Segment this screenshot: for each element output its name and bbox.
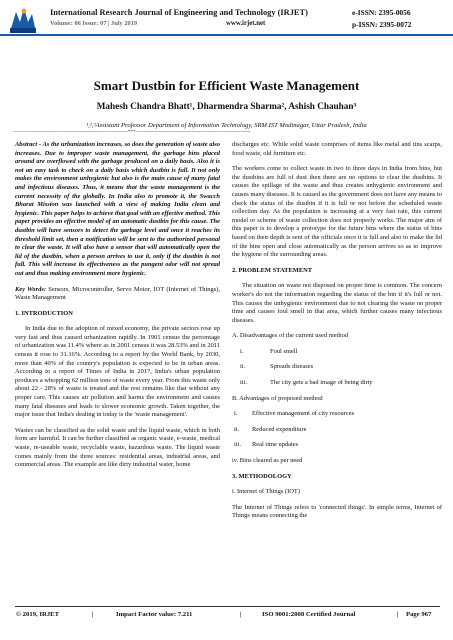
subsection-heading-iot: i. Internet of Things (IOT) <box>232 488 300 496</box>
paper-title: Smart Dustbin for Efficient Waste Management <box>93 78 360 93</box>
problem-paragraph: The situation on waste not disposed on proper time is common. The concern worker's do not the information regarding the status of the bin if it's full or not. This causes the unhygienic environment due to not clearing the waste on proper time and causes foul smell in that area, which further causes many infectious diseases. <box>232 282 442 324</box>
paper-authors: Mahesh Chandra Bhatt¹, Dharmendra Sharma², Ashish Chauhan³ <box>96 101 357 111</box>
list-a-heading: A. Disadvantages of the current used method <box>232 332 349 340</box>
footer-divider: | <box>397 611 399 618</box>
keywords-text: Sensors, Microcontroller, Servo Motor, IOT (Internet of Things), Waste Management <box>15 285 220 302</box>
list-b-heading: B. Advantages of proposed method <box>232 394 323 402</box>
footer-page-number: Page 967 <box>406 611 432 618</box>
list-item-number: i. <box>234 410 238 418</box>
section-heading-methodology: 3. METHODOLOGY <box>232 472 292 480</box>
right-column <box>232 141 442 528</box>
abstract: Abstract - As the urbanization increases, so does the generation of waste also increases. Due to improper waste management, the garbage bins placed around are overflowed with the garbage produced on a daily basis. Also it is not an easy task to check on a daily basis which dustbin is full. It not only makes the environment unhygienic but also is the main cause of many fatal and infectious diseases. Thus, it means that the waste management is the current necessity of the globally. In India also to promote it, the Swacch Bharat Mission was launched with a view of making India clean and hygienic. This paper helps to achieve that goal with an effective method. This paper provides an effective model of an automatic dustbin for this cause. The dustbin will have sensors to detect the garbage level and once it reaches its threshold limit set, then a notification will be sent to the authorized personal to clear the waste. It will also have a sensor that will automatically open the lid of the dustbin, when a person arrives to use it, only if the dustbin is not full. This will increase its effectiveness as the pungent odor will not spread out and thus making environment more hygienic. <box>15 141 220 277</box>
list-item <box>232 363 442 372</box>
journal-header <box>0 0 453 42</box>
title-separator: ---------------------------------------------------------------------***--------------------------------------------------------------------- <box>13 130 251 135</box>
footer-rule <box>15 606 440 607</box>
footer-impact-factor: Impact Factor value: 7.211 <box>116 611 193 618</box>
footer-divider: | <box>240 611 242 618</box>
list-item <box>232 379 442 388</box>
methodology-paragraph: The Internet of Things refers to 'connected things'. In simple terms, Internet of Things means connecting the <box>232 503 442 520</box>
eissn: e-ISSN: 2395-0056 <box>352 8 411 17</box>
list-item <box>232 410 442 419</box>
author-affiliation: ¹,²,³Assistant Professor Department of Information Technology, SRM IST Modinagar, Uttar Pradesh, India <box>86 122 367 129</box>
header-rule <box>0 34 453 36</box>
list-item <box>232 441 442 450</box>
list-item-number: ii. <box>234 425 240 433</box>
pissn: p-ISSN: 2395-0072 <box>352 20 412 29</box>
list-item-text: Effective management of city resources <box>252 410 355 418</box>
list-item-number: i. <box>240 347 244 355</box>
list-item-number: iii. <box>240 379 247 387</box>
list-item-number: iii. <box>234 441 241 449</box>
body-paragraph-1: discharges etc. While solid waste comprises of items like metal and tins scarps, food waste, old furniture etc. <box>232 141 442 157</box>
list-item-text: The city gets a bad image of being dirty <box>270 379 373 387</box>
footer-copyright: © 2019, IRJET <box>16 611 60 618</box>
footer-divider: | <box>92 611 94 618</box>
list-item-text: Foul smell <box>270 347 298 355</box>
section-heading-problem-statement: 2. PROBLEM STATEMENT <box>232 266 313 274</box>
intro-paragraph-2: Wastes can be classified as the solid waste and the liquid waste, which in both form are harmful. It can be further classified as organic waste, e-waste, medical waste, re-useable waste, recyclable waste, hazardous waste. The liquid waste comes mainly from the three sources: residential areas, industrial areas, and commercial areas. The example are like dirty industrial water, home <box>15 426 220 469</box>
list-b-item-iv: iv. Bins cleared as per need <box>232 457 303 465</box>
list-item <box>232 348 442 357</box>
list-item-number: ii. <box>240 363 246 371</box>
keywords <box>15 286 220 303</box>
list-item <box>232 426 442 435</box>
section-heading-introduction: 1. INTRODUCTION <box>15 309 73 317</box>
left-column <box>15 141 220 477</box>
irjet-logo-icon <box>8 6 38 34</box>
volume-issue: Volume: 06 Issue: 07 | July 2019 <box>50 20 138 27</box>
footer-iso: ISO 9001:2008 Certified Journal <box>262 611 356 618</box>
list-item-text: Real time updates <box>252 441 299 449</box>
journal-title: International Research Journal of Engineering and Technology (IRJET) <box>50 8 308 17</box>
body-paragraph-2: The workers come to collect waste in two to three days in India from bins, but the dustbins are full of dust then there are no options to clear the dustbins. It causes the spillage of the waste and thus creates unhygienic environment and causes many diseases. It is caused as the government does not have any means to check the status of the dustbin if it is full or not before the scheduled waste collection day. As the population is increasing at a very fast rate, this current model or scheme of waste collection does not properly works. The major aim of this paper is to develop a prototype for the future bins where the status of bins based on their depth is sent of the officials once it is full and also to make the lid of the bins open and close automatically as the person arrives so as to improve the hygiene of the surrounding areas. <box>232 165 442 259</box>
journal-website[interactable]: www.irjet.net <box>226 20 266 27</box>
keywords-label: Key Words: <box>15 285 46 293</box>
list-item-text: Reduced expenditure <box>252 425 307 433</box>
list-item-text: Spreads diseases <box>270 363 314 371</box>
intro-paragraph-1: In India due to the adoption of mixed economy, the private sectors rose up very fast and thus caused urbanization rapidly. In 1901 census the percentage of urbanization was 11.4% where as in 2001 census it was 28.53% and in 2011 census it rose to 31.16%. According to a report by the World Bank, by 2030, more than 40% of the country's population is expected to be in urban areas. According to a report of Times of India in 2017, India's urban population produces a whopping 62 million tons of waste every year. From this waste only about 22 - 28% of waste is treated and the rest remains like that without any proper care. This causes air pollution and harms the environment and causes many fatal diseases and leads to slower economic growth. Taken together, the major issue that India's dealing in today is the 'waste management'. <box>15 325 220 419</box>
